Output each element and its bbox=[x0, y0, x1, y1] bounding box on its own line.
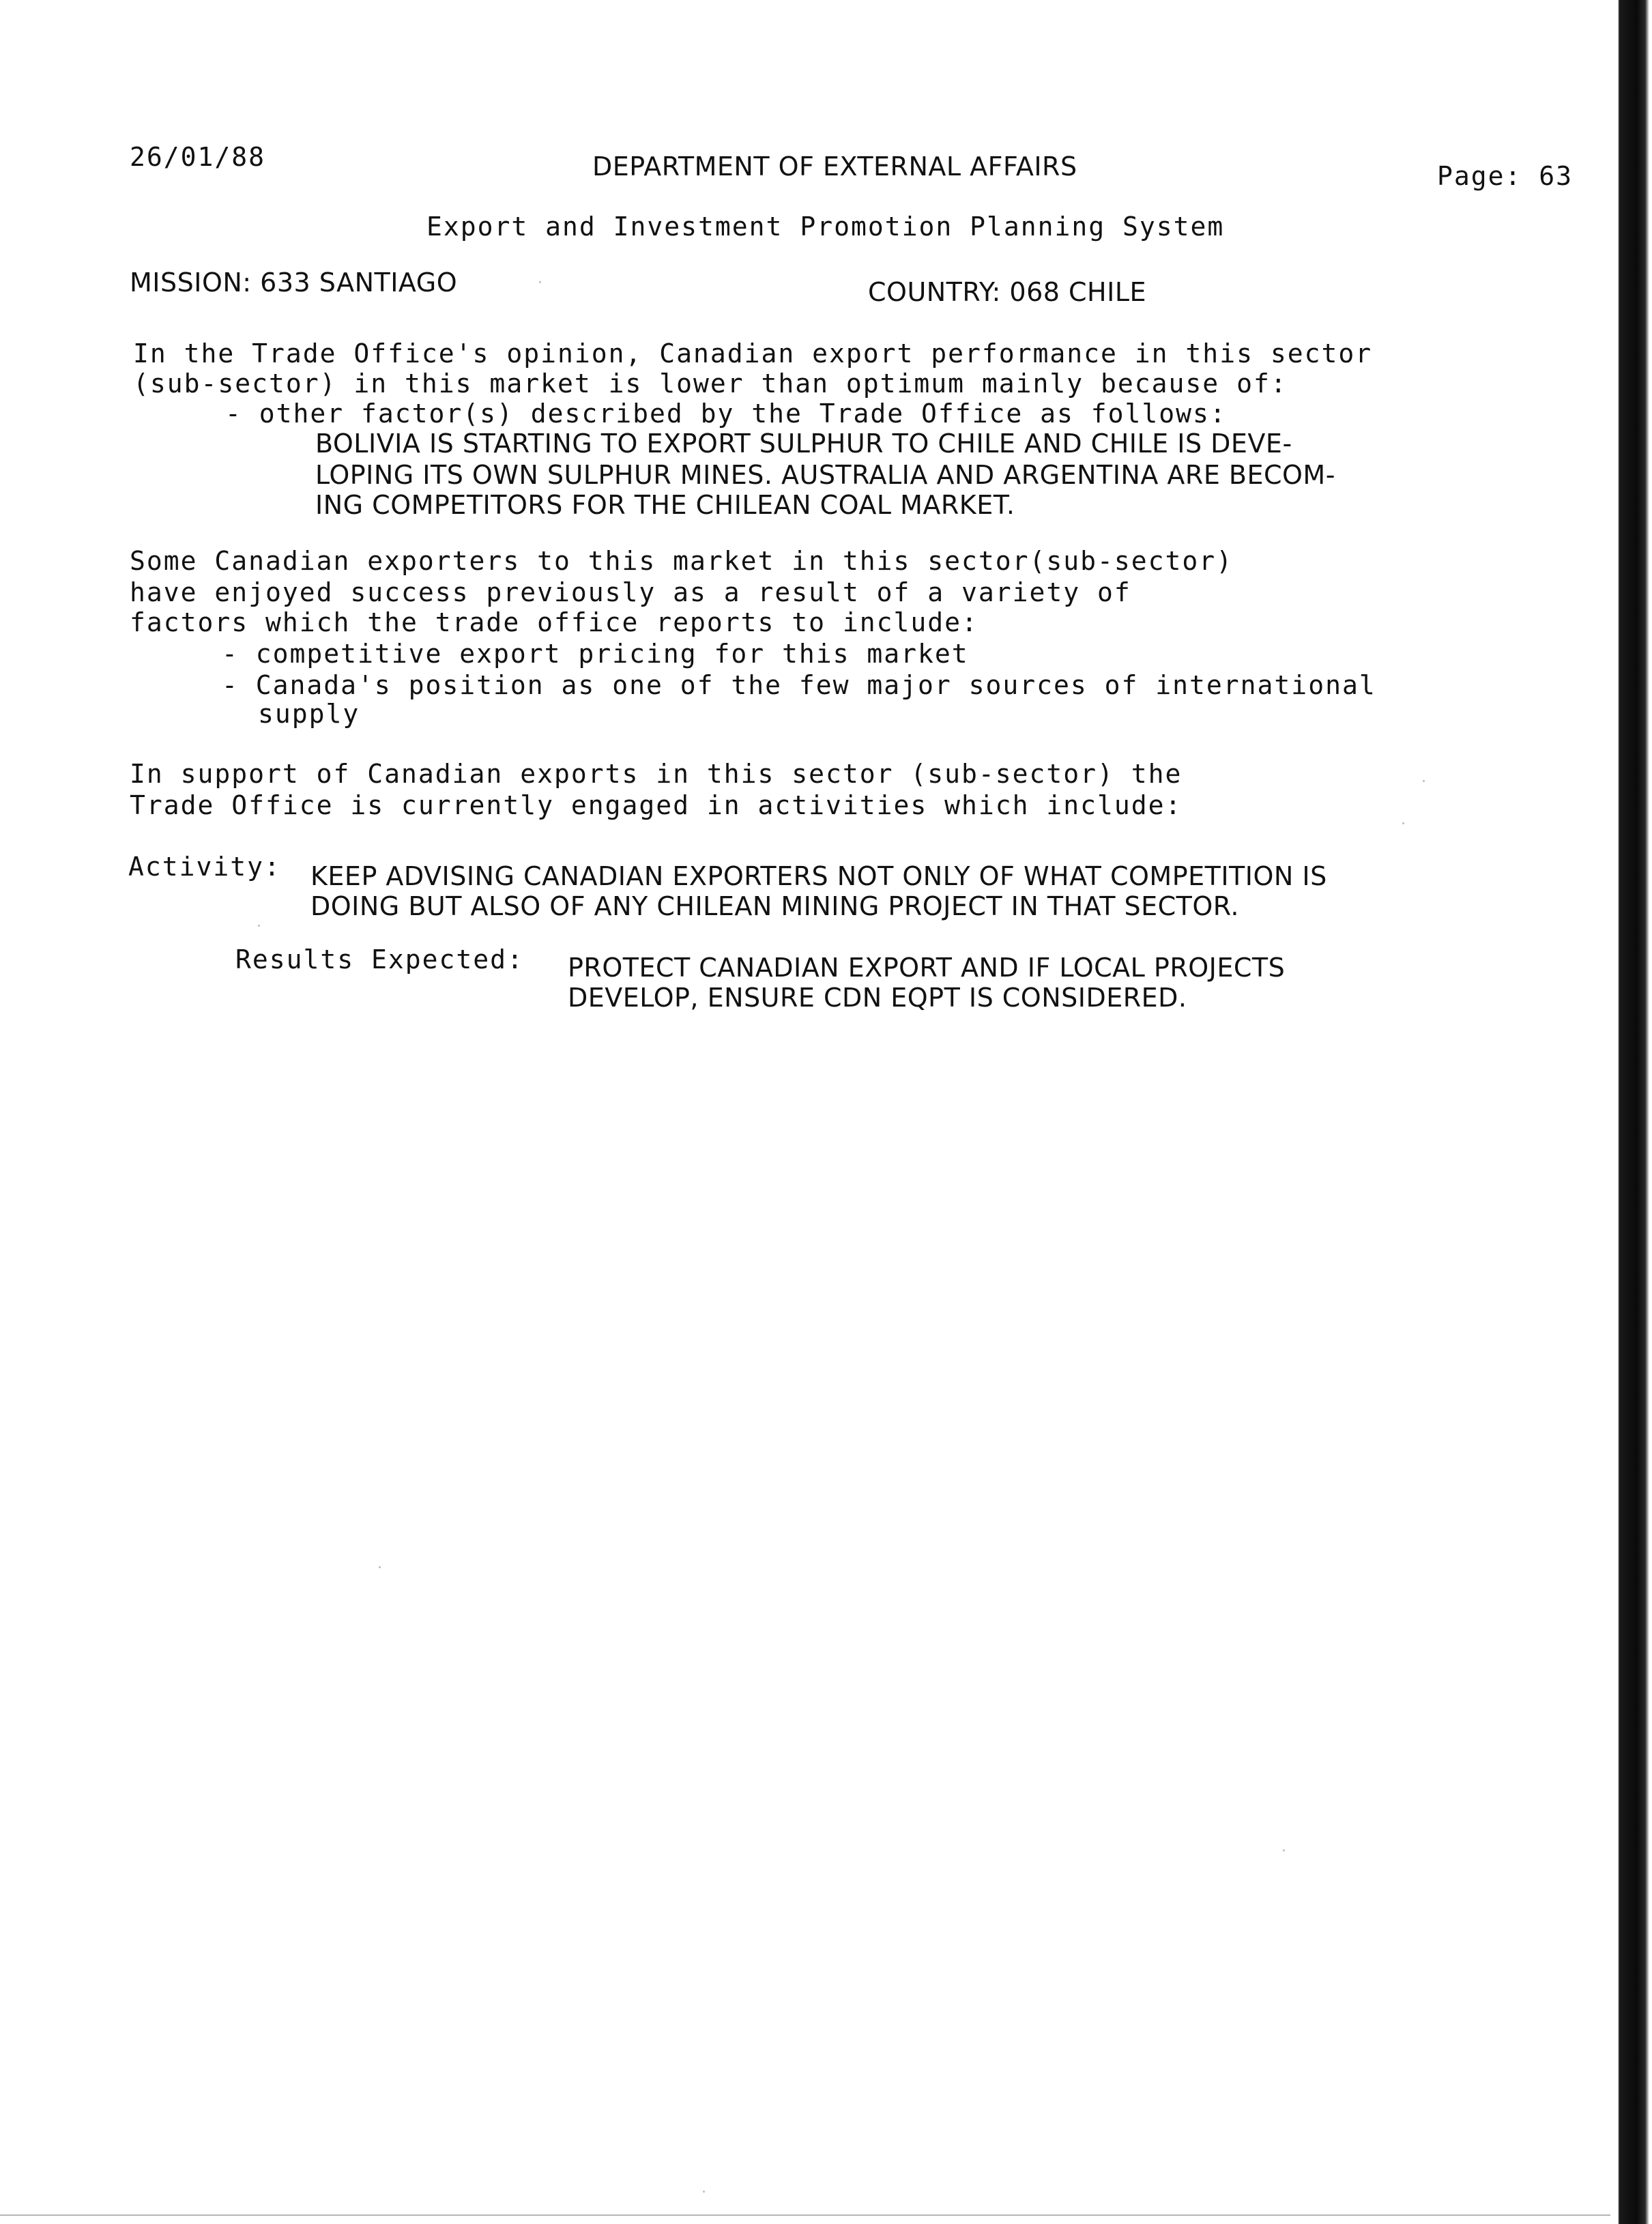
success-bullet-1: - competitive export pricing for this market bbox=[222, 639, 969, 669]
country-label: COUNTRY: 068 CHILE bbox=[868, 277, 1147, 307]
activity-text-1: KEEP ADVISING CANADIAN EXPORTERS NOT ONLY OF WHAT COMPETITION IS bbox=[310, 861, 1327, 891]
support-line-1: In support of Canadian exports in this sector (sub-sector) the bbox=[130, 759, 1183, 789]
results-text-2: DEVELOP, ENSURE CDN EQPT IS CONSIDERED. bbox=[568, 983, 1187, 1013]
opinion-detail-3: ING COMPETITORS FOR THE CHILEAN COAL MARKET. bbox=[315, 490, 1015, 520]
support-line-2: Trade Office is currently engaged in activities which include: bbox=[130, 790, 1183, 820]
success-bullet-2b: supply bbox=[258, 699, 360, 729]
opinion-detail-1: BOLIVIA IS STARTING TO EXPORT SULPHUR TO CHILE AND CHILE IS DEVE- bbox=[315, 429, 1292, 459]
results-label: Results Expected: bbox=[235, 944, 524, 974]
system-title: Export and Investment Promotion Planning System bbox=[426, 212, 1225, 242]
activity-label: Activity: bbox=[128, 852, 281, 882]
scan-speck bbox=[258, 925, 260, 927]
scan-speck bbox=[703, 2191, 705, 2193]
report-date: 26/01/88 bbox=[130, 142, 266, 172]
success-line-2: have enjoyed success previously as a result of a variety of bbox=[130, 577, 1131, 607]
scan-speck bbox=[1402, 822, 1404, 824]
scan-speck bbox=[1423, 780, 1425, 782]
opinion-detail-2: LOPING ITS OWN SULPHUR MINES. AUSTRALIA AND ARGENTINA ARE BECOM- bbox=[315, 460, 1335, 490]
success-bullet-2a: - Canada's position as one of the few major sources of international bbox=[222, 670, 1376, 700]
success-line-1: Some Canadian exporters to this market in this sector(sub-sector) bbox=[130, 546, 1234, 576]
opinion-line-1: In the Trade Office's opinion, Canadian export performance in this sector bbox=[133, 338, 1373, 369]
scan-speck bbox=[379, 1566, 381, 1568]
activity-text-2: DOING BUT ALSO OF ANY CHILEAN MINING PROJECT IN THAT SECTOR. bbox=[310, 891, 1239, 921]
results-text-1: PROTECT CANADIAN EXPORT AND IF LOCAL PROJECTS bbox=[568, 953, 1286, 983]
page-bottom-edge bbox=[0, 2214, 1610, 2216]
scanned-page-edge bbox=[1610, 0, 1652, 2224]
success-line-3: factors which the trade office reports to include: bbox=[130, 607, 979, 637]
opinion-bullet: - other factor(s) described by the Trade Office as follows: bbox=[225, 399, 1227, 429]
page-number: Page: 63 bbox=[1437, 161, 1574, 191]
department-title: DEPARTMENT OF EXTERNAL AFFAIRS bbox=[592, 151, 1077, 182]
opinion-line-2: (sub-sector) in this market is lower than optimum mainly because of: bbox=[133, 369, 1288, 399]
scan-speck bbox=[539, 281, 541, 283]
scan-speck bbox=[1283, 1849, 1285, 1851]
mission-label: MISSION: 633 SANTIAGO bbox=[130, 268, 458, 298]
